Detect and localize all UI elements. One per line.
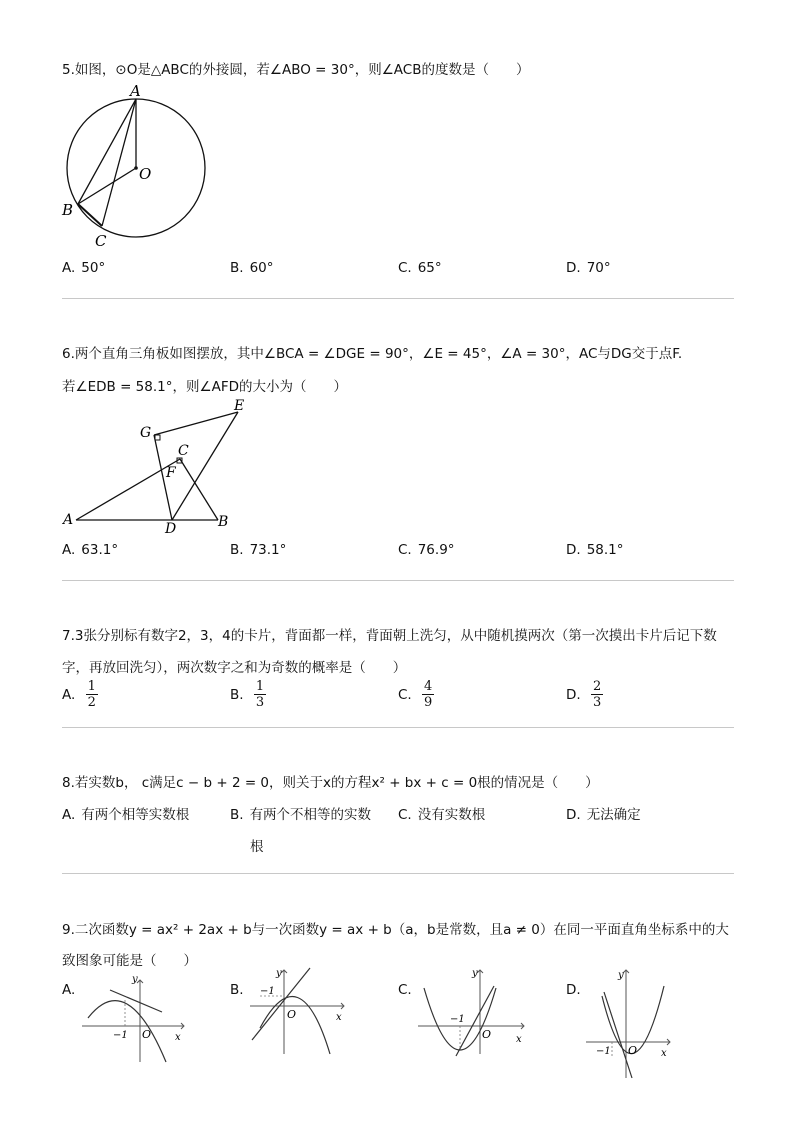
origin-label: O <box>482 1028 492 1041</box>
q9-graph-d <box>584 966 676 1082</box>
option-label: B. <box>230 542 244 558</box>
option-text: 无法确定 <box>586 807 641 823</box>
q9-graph-b <box>248 966 348 1058</box>
q6-option-b[interactable] <box>230 542 286 558</box>
divider <box>62 727 734 728</box>
axis-label-x: x <box>175 1032 181 1043</box>
q9-option-b[interactable] <box>230 982 250 998</box>
option-label: B. <box>230 686 244 703</box>
fraction: $\frac{4}{9}$ <box>424 679 433 710</box>
q6-label-c: C <box>178 443 189 459</box>
fraction: $\frac{1}{3}$ <box>255 679 265 710</box>
option-label: D. <box>566 807 581 823</box>
q5-option-c[interactable] <box>398 260 442 276</box>
option-text: 有两个相等实数根 <box>81 807 190 823</box>
tick-label-minus-one: −1 <box>113 1030 128 1041</box>
axis-label-y: y <box>276 968 282 979</box>
q9-graph-a <box>80 972 190 1064</box>
q6-stem-line1: 6.两个直角三角板如图摆放，其中∠BCA = ∠DGE = 90°，∠E = 45°，∠A = 30°，AC与DG交于点F. <box>62 346 683 362</box>
option-label: D. <box>566 542 581 558</box>
q5-option-b[interactable] <box>230 260 274 276</box>
option-text: 73.1° <box>249 542 287 558</box>
q9-option-a[interactable] <box>62 982 81 998</box>
q7-option-c[interactable] <box>398 679 434 710</box>
tick-label-minus-one: −1 <box>596 1046 611 1057</box>
option-label: A. <box>62 260 76 276</box>
axis-label-x: x <box>661 1048 667 1059</box>
q9-option-c[interactable] <box>398 982 418 998</box>
q8-stem: 8.若实数b， c满足c − b + 2 = 0，则关于x的方程x² + bx + c = 0根的情况是（ ） <box>62 775 599 791</box>
q9-stem-line2: 致图象可能是（ ） <box>62 953 197 969</box>
divider <box>62 873 734 874</box>
option-text: 76.9° <box>417 542 455 558</box>
option-label: A. <box>62 686 76 703</box>
option-text: 63.1° <box>81 542 119 558</box>
q5-label-b: B <box>62 201 74 219</box>
divider <box>62 298 734 299</box>
q6-label-a: A <box>63 512 74 528</box>
origin-label: O <box>628 1044 638 1057</box>
q6-triangle-figure <box>58 396 248 538</box>
q5-option-d[interactable] <box>566 260 611 276</box>
option-label: C. <box>398 982 412 998</box>
option-text: 50° <box>81 260 106 276</box>
option-label: D. <box>566 982 581 998</box>
divider <box>62 580 734 581</box>
option-text: 65° <box>417 260 442 276</box>
q7-option-a[interactable] <box>62 679 98 710</box>
tick-label-minus-one: −1 <box>260 986 275 997</box>
option-label: C. <box>398 807 412 823</box>
q5-label-a: A <box>130 82 141 100</box>
option-label: A. <box>62 982 76 998</box>
q6-label-d: D <box>165 521 177 537</box>
q6-label-e: E <box>234 398 245 414</box>
tick-label-minus-one: −1 <box>450 1014 465 1025</box>
option-label: C. <box>398 686 412 703</box>
q7-stem-line2: 字，再放回洗匀），两次数字之和为奇数的概率是（ ） <box>62 660 407 676</box>
axis-label-x: x <box>516 1034 522 1045</box>
q6-label-g: G <box>140 425 152 441</box>
q6-option-a[interactable] <box>62 542 118 558</box>
option-text: 没有实数根 <box>417 807 486 823</box>
q8-option-c[interactable] <box>398 803 485 823</box>
q7-stem-line1: 7.3张分别标有数字2，3，4的卡片，背面都一样，背面朝上洗匀，从中随机摸两次（第一次摸出卡片后记下数 <box>62 628 717 644</box>
option-text: 60° <box>249 260 274 276</box>
q5-circle-figure <box>58 82 218 250</box>
axis-label-x: x <box>336 1012 342 1023</box>
option-label: D. <box>566 686 581 703</box>
fraction: $\frac{1}{2}$ <box>87 679 96 710</box>
option-text: 70° <box>586 260 611 276</box>
q8-option-a[interactable] <box>62 803 189 823</box>
option-text: 有两个不相等的实数 <box>249 807 372 823</box>
q5-option-a[interactable] <box>62 260 105 276</box>
q5-stem: 5.如图，⊙O是△ABC的外接圆，若∠ABO = 30°，则∠ACB的度数是（ ） <box>62 62 530 78</box>
q9-graph-c <box>416 966 528 1058</box>
q8-option-d[interactable] <box>566 803 641 823</box>
axis-label-y: y <box>132 974 138 985</box>
q6-stem-line2: 若∠EDB = 58.1°，则∠AFD的大小为（ ） <box>62 379 347 395</box>
axis-label-y: y <box>618 970 624 981</box>
q5-label-o: O <box>139 165 152 183</box>
axis-label-y: y <box>472 968 478 979</box>
q8-option-b-wrap: 根 <box>250 839 264 855</box>
q9-stem-line1: 9.二次函数y = ax² + 2ax + b与一次函数y = ax + b（a，b是常数，且a ≠ 0）在同一平面直角坐标系中的大 <box>62 922 729 938</box>
q7-option-b[interactable] <box>230 679 266 710</box>
origin-label: O <box>287 1008 297 1021</box>
option-label: A. <box>62 542 76 558</box>
q8-option-b[interactable] <box>230 803 371 823</box>
option-label: B. <box>230 807 244 823</box>
option-label: B. <box>230 260 244 276</box>
q7-option-d[interactable] <box>566 679 603 710</box>
option-label: C. <box>398 542 412 558</box>
q5-label-c: C <box>95 232 107 250</box>
q6-label-f: F <box>166 465 176 481</box>
origin-label: O <box>142 1028 152 1041</box>
option-label: B. <box>230 982 244 998</box>
q6-option-d[interactable] <box>566 542 624 558</box>
option-label: A. <box>62 807 76 823</box>
option-text: 58.1° <box>586 542 624 558</box>
option-label: D. <box>566 260 581 276</box>
q6-label-b: B <box>218 514 229 530</box>
fraction: $\frac{2}{3}$ <box>592 679 602 710</box>
option-label: C. <box>398 260 412 276</box>
q6-option-c[interactable] <box>398 542 455 558</box>
